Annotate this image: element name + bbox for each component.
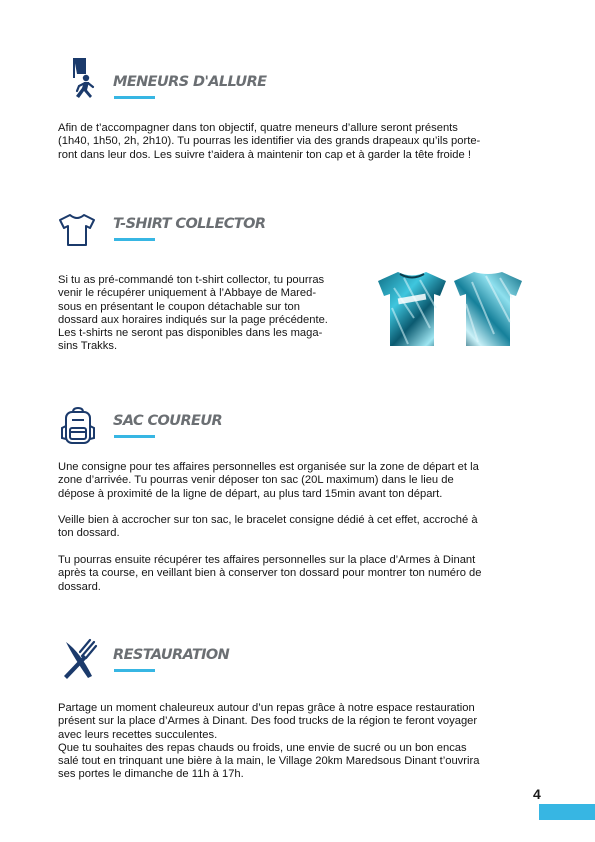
section-underline (114, 435, 155, 438)
section-title-restauration: RESTAURATION (113, 647, 230, 663)
section-underline (114, 238, 155, 241)
page-number-accent-bar (539, 804, 595, 820)
section-title-tshirt: T-SHIRT COLLECTOR (113, 216, 266, 232)
tshirt-icon (56, 212, 98, 248)
page-number: 4 (533, 786, 541, 802)
tshirt-back-image (450, 268, 526, 348)
section-underline (114, 669, 155, 672)
section-paragraph: Tu pourras ensuite récupérer tes affaires personnelles sur la place d’Armes à Dinant après ta course, en veillant bien à conserver ton dossard pour montrer ton numéro de dossard. (58, 554, 482, 593)
pacer-flag-runner-icon (64, 56, 100, 102)
section-paragraph: Partage un moment chaleureux autour d’un repas grâce à notre espace restauration présent sur la place d’Armes à Dinant. Des food trucks de la région te feront voyager avec leurs recettes succulentes. Que tu souhaites des repas chauds ou froids, une envie de sucré ou un bon encas salé tout en trinquant une bière à la main, le Village 20km Maredsous Dinant t’ouvrira ses portes le dimanche de 11h à 17h. (58, 702, 480, 781)
section-title-sac: SAC COUREUR (113, 413, 223, 429)
tshirt-front-image (374, 268, 450, 348)
section-paragraph: Veille bien à accrocher sur ton sac, le bracelet consigne dédié à cet effet, accroché à ton dossard. (58, 514, 478, 540)
section-underline (114, 96, 155, 99)
section-paragraph: Si tu as pré-commandé ton t-shirt collector, tu pourras venir le récupérer uniquement à l’Abbaye de Mared- sous en présentant le coupon détachable sur ton dossard aux horaires indiqués sur la page précédente. Les t-shirts ne seront pas disponibles dans les maga- sins Trakks. (58, 274, 328, 353)
section-paragraph: Une consigne pour tes affaires personnelles est organisée sur la zone de départ et la zone d’arrivée. Tu pourras venir déposer ton sac (20L maximum) dans le lieu de dépose à proximité de la ligne de départ, au plus tard 15min avant ton départ. (58, 461, 479, 500)
section-paragraph: Afin de t’accompagner dans ton objectif, quatre meneurs d’allure seront présents (1h40, 1h50, 2h, 2h10). Tu pourras les identifier via des grands drapeaux qu’ils porte- ront dans leur dos. Les suivre t’aidera à maintenir ton cap et à garder la tête froide ! (58, 122, 481, 161)
fork-knife-icon (58, 638, 100, 680)
backpack-icon (60, 406, 96, 446)
section-title-meneurs: MENEURS D'ALLURE (113, 74, 267, 90)
